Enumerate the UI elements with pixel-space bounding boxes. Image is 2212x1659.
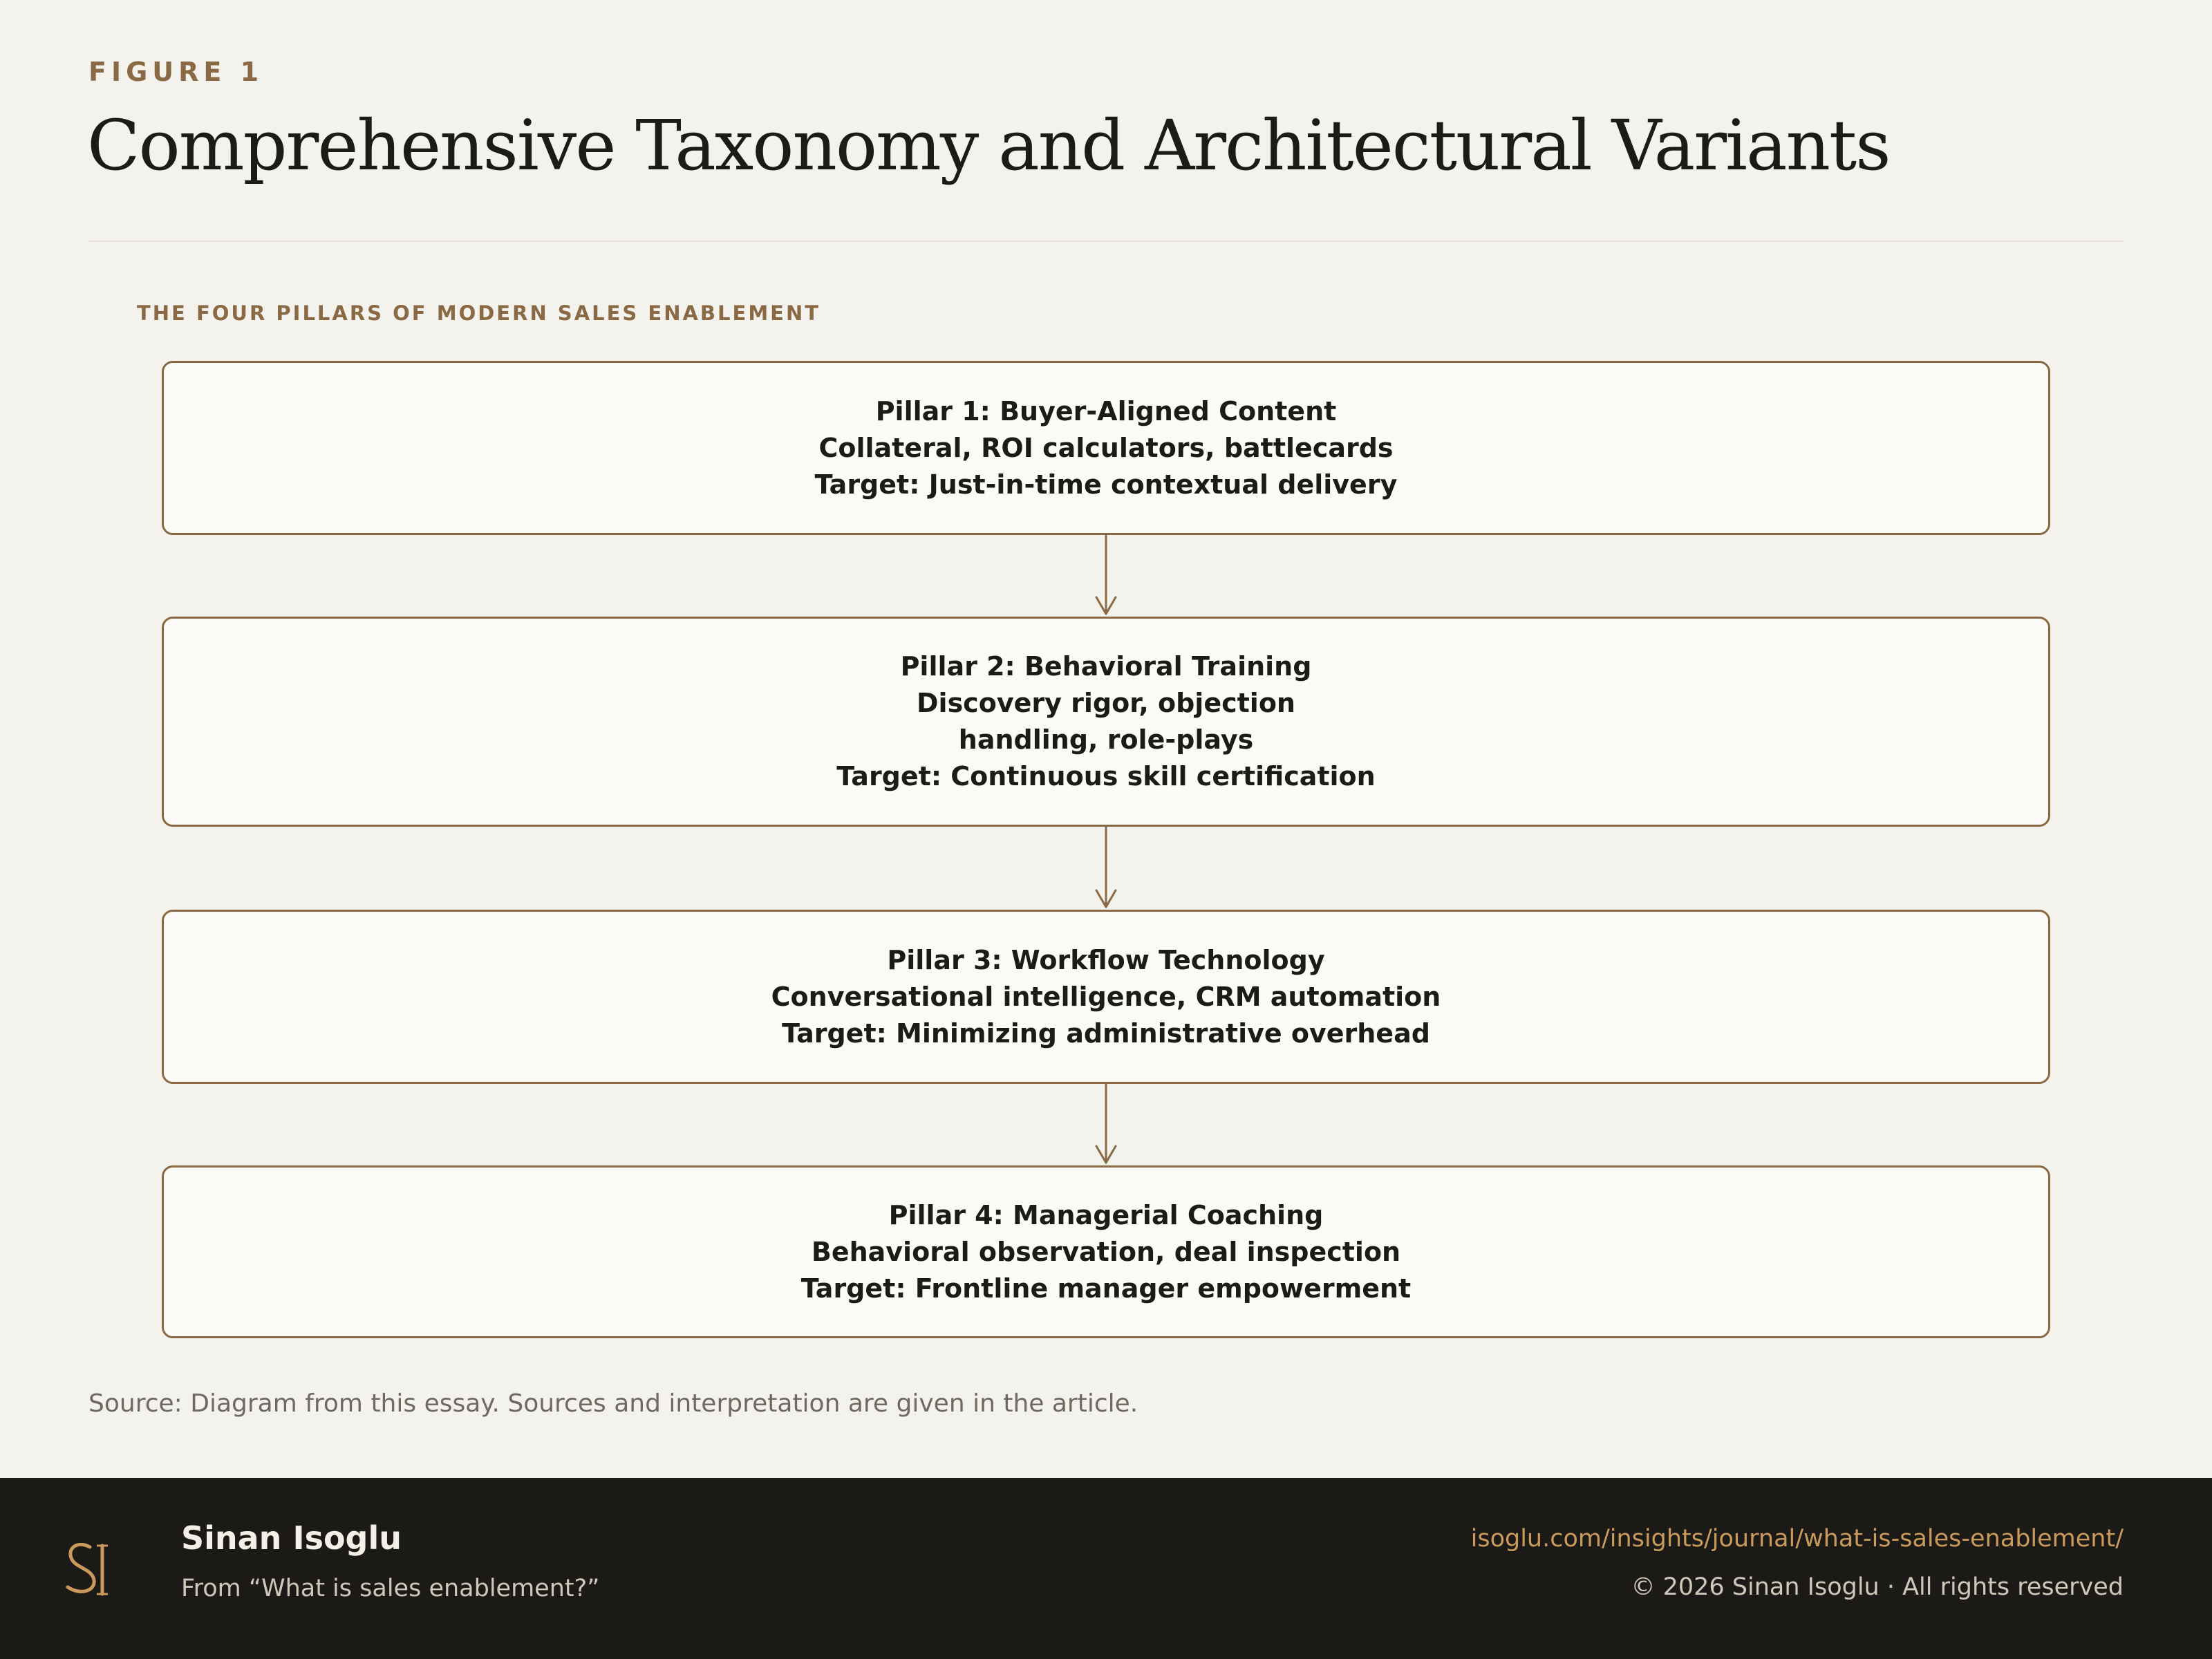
pillar-detail: Conversational intelligence, CRM automation xyxy=(771,981,1441,1012)
pillar-box-2 xyxy=(162,617,2050,827)
footer xyxy=(0,1478,2212,1659)
arrow-1-to-2 xyxy=(1096,535,1116,614)
pillar-detail: Behavioral observation, deal inspection xyxy=(811,1236,1401,1267)
pillar-box-4 xyxy=(162,1165,2050,1338)
pillar-box-3 xyxy=(162,910,2050,1084)
figure-label: FIGURE 1 xyxy=(88,57,264,87)
pillar-title: Pillar 4: Managerial Coaching xyxy=(888,1199,1324,1230)
pillar-title: Pillar 2: Behavioral Training xyxy=(900,651,1312,682)
pillar-target: Target: Minimizing administrative overhead xyxy=(782,1018,1430,1049)
pillar-box-1 xyxy=(162,361,2050,535)
monogram-si-icon xyxy=(62,1539,119,1598)
copyright-notice: © 2026 Sinan Isoglu · All rights reserved xyxy=(1631,1573,2124,1601)
pillar-title: Pillar 3: Workflow Technology xyxy=(887,944,1325,975)
arrow-2-to-3 xyxy=(1096,827,1116,907)
page-title: Comprehensive Taxonomy and Architectural Variants xyxy=(87,105,1890,186)
pillar-detail: Collateral, ROI calculators, battlecards xyxy=(818,432,1394,463)
pillar-title: Pillar 1: Buyer-Aligned Content xyxy=(875,395,1337,427)
source-note: Source: Diagram from this essay. Sources and interpretation are given in the article. xyxy=(88,1389,1138,1418)
article-reference: From “What is sales enablement?” xyxy=(181,1575,600,1602)
arrow-3-to-4 xyxy=(1096,1084,1116,1163)
author-name: Sinan Isoglu xyxy=(181,1519,402,1557)
article-link[interactable]: isoglu.com/insights/journal/what-is-sales-enablement/ xyxy=(1470,1525,2124,1553)
pillar-detail: Discovery rigor, objection handling, role-plays xyxy=(917,688,1295,755)
diagram-heading: THE FOUR PILLARS OF MODERN SALES ENABLEMENT xyxy=(137,301,821,325)
pillar-target: Target: Frontline manager empowerment xyxy=(800,1273,1412,1304)
pillar-target: Target: Just-in-time contextual delivery xyxy=(814,469,1398,500)
pillar-target: Target: Continuous skill certification xyxy=(836,761,1376,791)
